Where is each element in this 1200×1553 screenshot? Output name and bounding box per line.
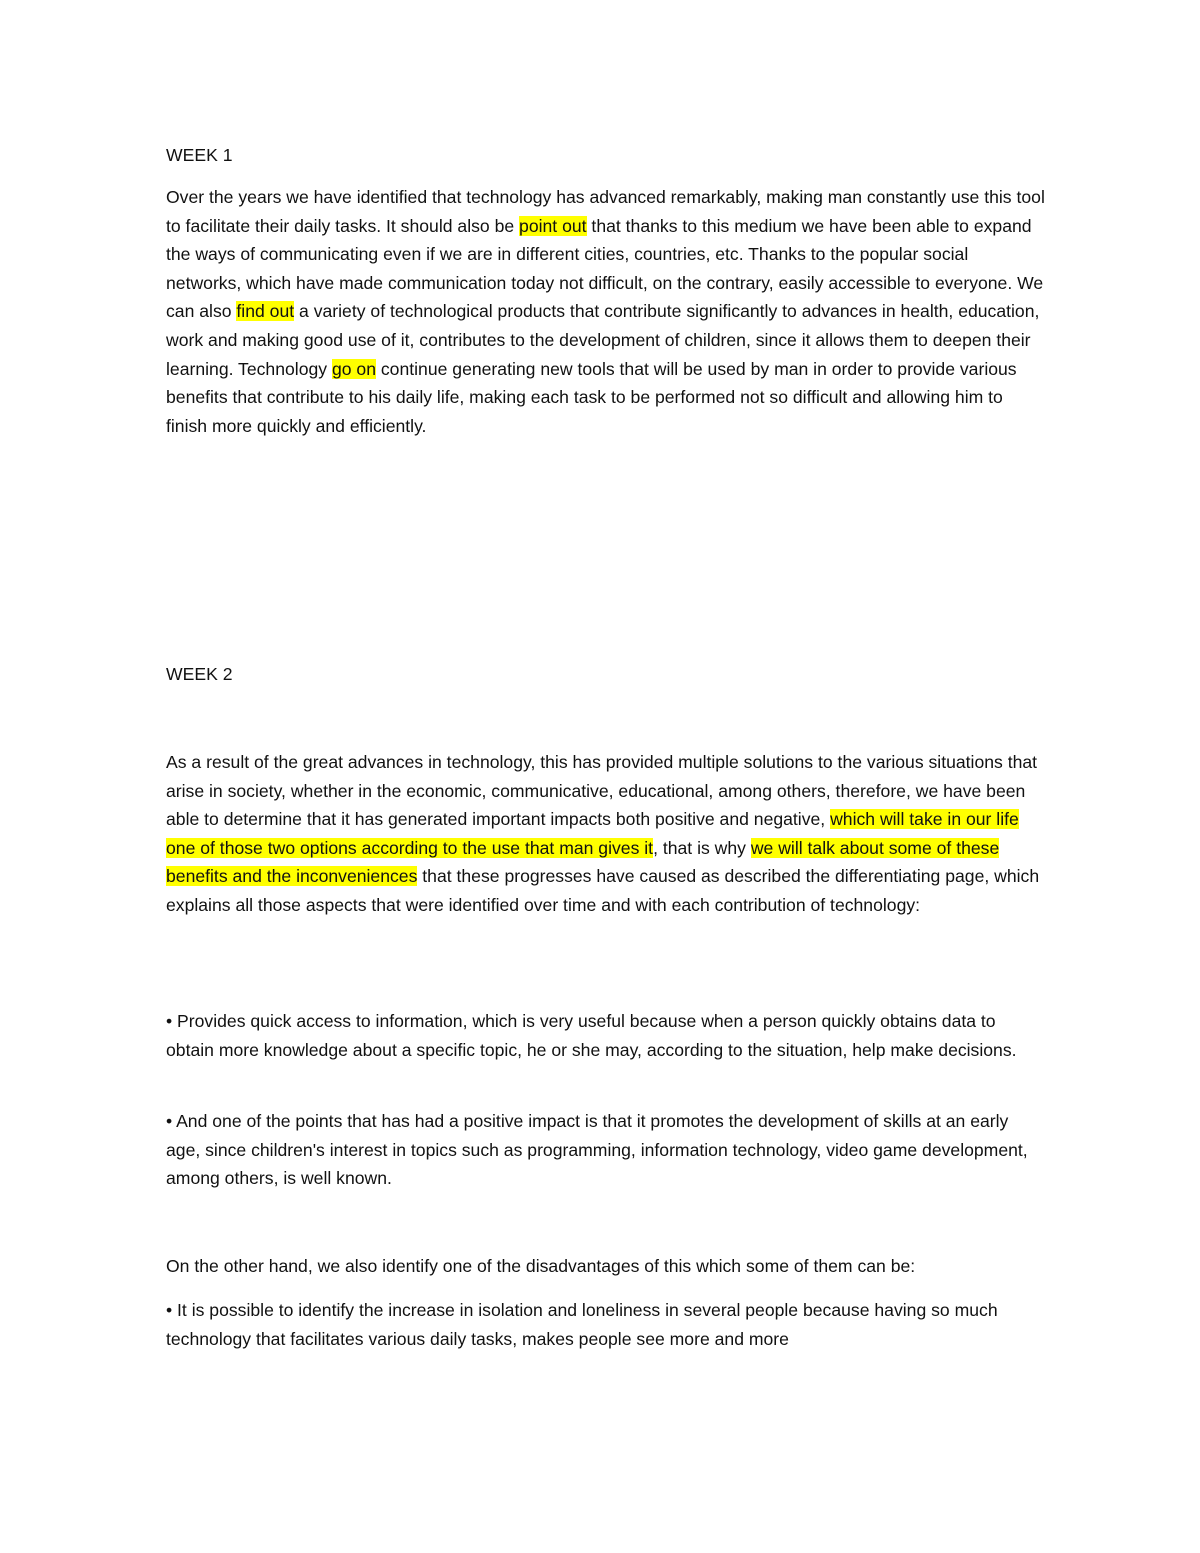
week1-paragraph — [166, 183, 1046, 440]
week2-text-3: that these progresses have caused as described the differentiating page, which explains all those aspects that were identified over time and with each contribution of technology: — [166, 866, 1040, 915]
week1-text-3: a variety of technological products that contribute significantly to advances in health, education, work and making good use of it, contributes to the development of children, since it allows them to deepen their learning. Technology — [166, 301, 1040, 379]
week2-text-1: As a result of the great advances in technology, this has provided multiple solutions to the various situations that arise in society, whether in the economic, communicative, educational, among others, therefore, we have been able to determine that it has generated important impacts both positive and negative, — [166, 752, 1038, 830]
week2-text-2: , that is why — [653, 837, 751, 858]
week1-text-2: that thanks to this medium we have been able to expand the ways of communicating even if we are in different cities, countries, etc. Thanks to the popular social networks, which have made communication today not difficult, on the contrary, easily accessible to everyone. We can also — [166, 215, 1044, 322]
highlight-point-out: point out — [519, 215, 587, 236]
week2-heading: WEEK 2 — [166, 664, 233, 684]
disadvantages-intro: On the other hand, we also identify one of the disadvantages of this which some of them can be: — [166, 1256, 916, 1276]
bullet-isolation: • It is possible to identify the increase in isolation and loneliness in several people because having so much technology that facilitates various daily tasks, makes people see more and more — [166, 1300, 998, 1349]
week1-text-4: continue generating new tools that will be used by man in order to provide various benefits that contribute to his daily life, making each task to be performed not so difficult and allowing him to finish more quickly and efficiently. — [166, 358, 1017, 436]
highlight-find-out: find out — [236, 301, 295, 322]
bullet-quick-access: • Provides quick access to information, which is very useful because when a person quickly obtains data to obtain more knowledge about a specific topic, he or she may, according to the situation, help make decisions. — [166, 1011, 1017, 1060]
highlight-go-on: go on — [331, 358, 376, 379]
week2-paragraph — [166, 748, 1046, 920]
week1-text-1: Over the years we have identified that technology has advanced remarkably, making man constantly use this tool to facilitate their daily tasks. It should also be — [166, 187, 1045, 236]
week1-heading: WEEK 1 — [166, 145, 233, 165]
highlight-benefits-inconveniences: we will talk about some of these benefits and the inconveniences — [166, 837, 1000, 887]
bullet-skills-development: • And one of the points that has had a positive impact is that it promotes the development of skills at an early age, since children's interest in topics such as programming, information technology, video game development, among others, is well known. — [166, 1111, 1028, 1189]
highlight-which-will-take: which will take in our life one of those two options according to the use that man gives it — [166, 809, 1019, 858]
